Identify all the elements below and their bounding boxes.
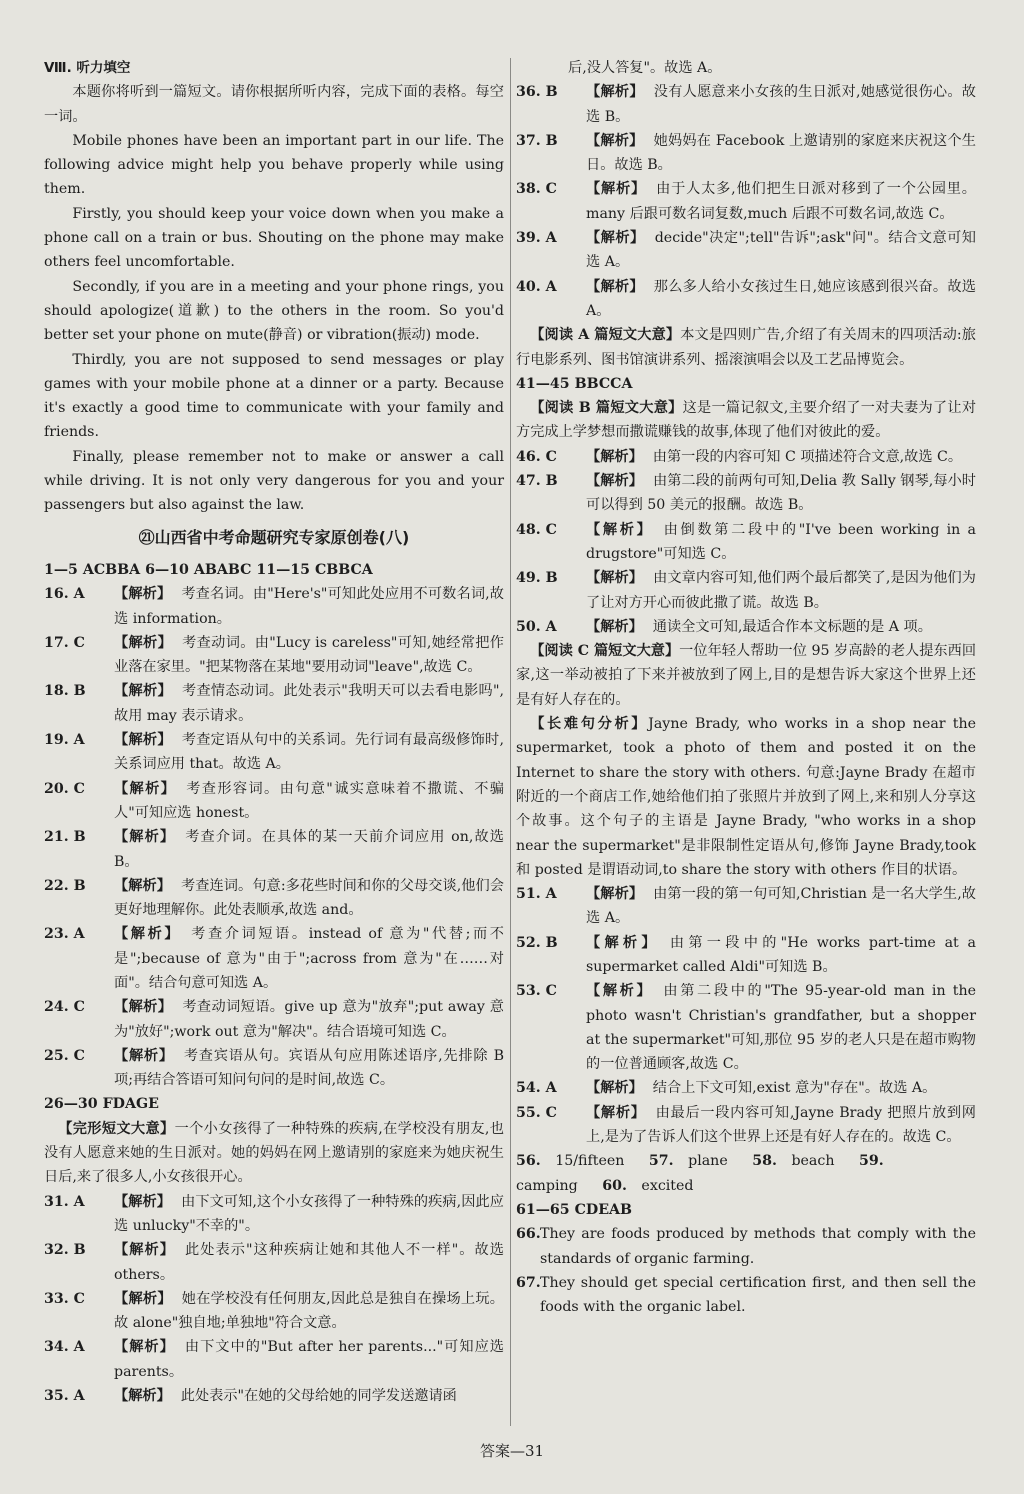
analysis-tag: 【解析】	[586, 278, 644, 295]
analysis-tag: 【解析】	[114, 1242, 175, 1259]
answer-item	[516, 80, 976, 129]
answers-26-30: 26—30 FDAGE	[44, 1096, 159, 1113]
item-number: 25. C	[44, 1047, 85, 1064]
summary-text: 一个小女孩得了一种特殊的疾病,在学校没有朋友,也没有人愿意来她的生日派对。她的妈妈在网上邀请别的家庭来为她庆祝生日后,来了很多人,小女孩很开心。	[44, 1120, 504, 1186]
answer-item	[44, 1238, 504, 1287]
analysis-text: decide"决定";tell"告诉";ask"问"。结合文意可知选 A。	[586, 230, 976, 271]
item-number: 55. C	[516, 1104, 557, 1121]
section-title: ㉑山西省中考命题研究专家原创卷(八)	[138, 527, 410, 547]
item-number: 50. A	[516, 618, 557, 635]
answer-item	[516, 566, 976, 615]
analysis-text: 此处表示"这种疾病让她和其他人不一样"。故选 others。	[114, 1242, 504, 1283]
question-number: 66.	[516, 1226, 541, 1243]
left-column	[44, 56, 504, 1408]
answer-text: They should get special certification first, and then sell the foods with the organic label.	[540, 1274, 976, 1316]
analysis-tag: 【解析】	[114, 829, 176, 846]
analysis-text: 她在学校没有任何朋友,因此总是独自在操场上玩。故 alone"独自地;单独地"符合文意。	[114, 1290, 504, 1332]
fill-answer: excited	[641, 1177, 694, 1194]
analysis-tag: 【解析】	[586, 521, 654, 538]
analysis-tag: 【解析】	[114, 586, 172, 603]
item-number: 34. A	[44, 1339, 85, 1356]
item-number: 36. B	[516, 84, 558, 101]
answer-item	[516, 1076, 976, 1100]
item-number: 48. C	[516, 521, 557, 538]
analysis-tag: 【解析】	[586, 570, 644, 587]
summary-text: 一位年轻人帮助一位 95 岁高龄的老人提东西回家,这一举动被拍了下来并被放到了网上,目的是想告诉大家这个世界上还是有好人存在的。	[516, 643, 977, 708]
item-number: 51. A	[516, 886, 557, 903]
analysis-tag: 【解析】	[586, 230, 645, 247]
answers-61-65: 61—65 CDEAB	[516, 1201, 633, 1218]
item-number: 35. A	[44, 1388, 85, 1405]
item-number: 40. A	[516, 278, 557, 295]
fill-answer: beach	[791, 1153, 835, 1170]
column-divider	[510, 58, 511, 1426]
summary-text: 这是一篇记叙文,主要介绍了一对夫妻为了让对方完成上学梦想而撒谎赚钱的故事,体现了他们对彼此的爱。	[516, 400, 977, 441]
analysis-text: 考查定语从句中的关系词。先行词有最高级修饰时,关系词应用 that。故选 A。	[114, 732, 504, 773]
answer-item	[516, 226, 976, 275]
analysis-tag: 【解析】	[114, 999, 173, 1016]
answer-item	[44, 777, 504, 826]
analysis-text: 结合上下文可知,exist 意为"存在"。故选 A。	[652, 1080, 937, 1097]
analysis-tag: 【解析】	[586, 448, 643, 465]
analysis-text: 考查宾语从句。宾语从句应用陈述语序,先排除 B 项;再结合答语可知问句问的是时间,故选 C。	[114, 1047, 504, 1089]
analysis-tag: 【解析】	[114, 926, 182, 943]
analysis-tag: 【解析】	[114, 634, 173, 651]
item-number: 54. A	[516, 1080, 557, 1097]
item-number: 18. B	[44, 683, 86, 700]
analysis-text: 考查动词短语。give up 意为"放弃";put away 意为"放好";work out 意为"解决"。结合语境可知选 C。	[114, 999, 504, 1040]
answer-text: They are foods produced by methods that comply with the standards of organic farming.	[540, 1226, 976, 1267]
answer-item	[44, 1044, 504, 1093]
analysis-text: 由于人太多,他们把生日派对移到了一个公园里。many 后跟可数名词复数,much 后跟不可数名词,故选 C。	[586, 181, 976, 222]
summary-tag: 【完形短文大意】	[58, 1120, 175, 1137]
analysis-text: 考查情态动词。此处表示"我明天可以去看电影吗",故用 may 表示请求。	[114, 683, 504, 724]
listening-intro: 本题你将听到一篇短文。请你根据所听内容，完成下面的表格。每空一词。	[44, 84, 504, 125]
analysis-tag: 【解析】	[586, 1104, 646, 1121]
item-number: 47. B	[516, 473, 558, 490]
fill-answer: 15/fifteen	[555, 1153, 625, 1170]
item-number: 33. C	[44, 1290, 85, 1307]
analysis-tag: 【解析】	[586, 473, 643, 490]
analysis-text: 由下文中的"But after her parents..."可知应选 parents。	[114, 1339, 504, 1380]
item-number: 37. B	[516, 132, 558, 149]
analysis-text: 由倒数第二段中的"I've been working in a drugstore"可知选 C。	[586, 521, 976, 562]
analysis-text: 由第二段的前两句可知,Delia 教 Sally 钢琴,每小时可以得到 50 美元的报酬。故选 B。	[586, 473, 976, 514]
listening-paragraph: Secondly, if you are in a meeting and your phone rings, you should apologize(道歉) to the others in the room. So you'd better set your phone on mute(静音) or vibration(振动) mode.	[44, 278, 504, 344]
answers-56-60	[516, 1149, 976, 1198]
answer-item	[516, 469, 976, 518]
analysis-text: 考查连词。句意:多花些时间和你的父母交谈,他们会更好地理解你。此处表顺承,故选 and。	[114, 877, 504, 919]
answer-item	[44, 631, 504, 680]
analysis-text: 考查形容词。由句意"诚实意味着不撒谎、不骗人"可知应选 honest。	[114, 780, 504, 821]
analysis-tag: 【解析】	[114, 1047, 174, 1064]
analysis-tag: 【解析】	[586, 618, 643, 635]
analysis-text: 由第一段中的"He works part-time at a supermarket called Aldi"可知选 B。	[586, 934, 976, 975]
item-number: 17. C	[44, 634, 85, 651]
right-column	[516, 56, 976, 1319]
item-number: 24. C	[44, 999, 85, 1016]
analysis-text: Jayne Brady, who works in a shop near the supermarket, took a photo of them and posted it on the Internet to share the story with others. 句意:Jayne Brady 在超市附近的一个商店工作,她给他们拍了张照片并放到了网上,来和别人分享这个故事。这个句子的主语是 Jayne Brady, "who works in a shop near the supermarket"是非限制性定语从句,修饰 Jayne Brady,took 和 posted 是谓语动词,to share the story with others 作目的状语。	[516, 716, 976, 878]
answer-66	[516, 1222, 976, 1271]
summary-tag: 【阅读 B 篇短文大意】	[530, 400, 683, 417]
analysis-text: 那么多人给小女孩过生日,她应该感到很兴奋。故选 A。	[586, 278, 976, 319]
fill-number: 56.	[516, 1153, 541, 1170]
answer-67	[516, 1271, 976, 1320]
analysis-tag: 【解析】	[114, 1388, 171, 1405]
page-number: 答案—31	[479, 1442, 545, 1460]
analysis-text: 通读全文可知,最适合作本文标题的是 A 项。	[652, 618, 932, 635]
analysis-tag: 【解析】	[114, 1339, 175, 1356]
analysis-tag: 【解析】	[114, 877, 172, 894]
analysis-text: 没有人愿意来小女孩的生日派对,她感觉很伤心。故选 B。	[586, 84, 976, 125]
answer-item	[516, 979, 976, 1076]
analysis-text: 由下文可知,这个小女孩得了一种特殊的疾病,因此应选 unlucky"不幸的"。	[114, 1193, 504, 1234]
listening-paragraph: Mobile phones have been an important part in our life. The following advice might help you behave properly while using them.	[44, 132, 504, 198]
reading-c-summary	[516, 639, 976, 712]
analysis-tag: 【解析】	[586, 181, 647, 198]
item-number: 21. B	[44, 829, 86, 846]
analysis-text: 此处表示"在她的父母给她的同学发送邀请函	[180, 1388, 457, 1405]
analysis-tag: 【解析】	[586, 983, 654, 1000]
summary-tag: 【阅读 A 篇短文大意】	[530, 327, 681, 344]
listening-heading: Ⅷ. 听力填空	[44, 60, 131, 76]
analysis-text: 由文章内容可知,他们两个最后都笑了,是因为他们为了让对方开心而彼此撒了谎。故选 B。	[586, 570, 976, 611]
item-number: 16. A	[44, 586, 85, 603]
answer-item	[44, 1287, 504, 1336]
summary-text: 本文是四则广告,介绍了有关周末的四项活动:旅行电影系列、图书馆演讲系列、摇滚演唱会以及工艺品博览会。	[516, 327, 976, 368]
item-number: 39. A	[516, 230, 557, 247]
item-number: 52. B	[516, 934, 558, 951]
item-number: 32. B	[44, 1242, 86, 1259]
answers-1-15: 1—5 ACBBA 6—10 ABABC 11—15 CBBCA	[44, 561, 373, 578]
analysis-tag: 【解析】	[586, 132, 644, 149]
analysis-tag: 【解析】	[114, 683, 172, 700]
item-number: 19. A	[44, 732, 85, 749]
item-number: 49. B	[516, 570, 558, 587]
analysis-tag: 【解析】	[586, 934, 660, 951]
fill-number: 58.	[752, 1153, 777, 1170]
fill-number: 57.	[648, 1153, 674, 1170]
answer-item	[44, 995, 504, 1044]
listening-paragraph: Finally, please remember not to make or answer a call while driving. It is not only very dangerous for you and your passengers but also against the law.	[44, 448, 504, 514]
analysis-tag: 【解析】	[114, 732, 172, 749]
question-number: 67.	[516, 1274, 541, 1291]
answer-item	[516, 615, 976, 639]
answer-item	[516, 177, 976, 226]
item-number: 31. A	[44, 1193, 85, 1210]
answer-item	[516, 518, 976, 567]
analysis-text: 由第一段的第一句可知,Christian 是一名大学生,故选 A。	[586, 886, 976, 927]
reading-a-summary	[516, 323, 976, 372]
item-number: 23. A	[44, 926, 85, 943]
analysis-text: 考查介词。在具体的某一天前介词应用 on,故选 B。	[114, 829, 504, 870]
item-number: 46. C	[516, 448, 557, 465]
analysis-text: 考查介词短语。instead of 意为"代替;而不是";because of 意为"由于";across from 意为"在……对面"。结合句意可知选 A。	[114, 926, 504, 991]
analysis-tag: 【解析】	[114, 1290, 172, 1307]
fill-answer: plane	[688, 1153, 728, 1170]
answer-item	[516, 129, 976, 178]
analysis-tag: 【解析】	[586, 84, 644, 101]
answer-item	[44, 1190, 504, 1239]
analysis-tag: 【长难句分析】	[530, 716, 649, 733]
answer-item	[516, 1101, 976, 1150]
item-number: 53. C	[516, 983, 557, 1000]
answer-item	[516, 275, 976, 324]
fill-number: 60.	[602, 1177, 627, 1194]
listening-paragraph: Firstly, you should keep your voice down when you make a phone call on a train or bus. Shouting on the phone may make others feel uncomfortable.	[44, 205, 504, 271]
reading-b-summary	[516, 396, 976, 445]
cloze-summary	[44, 1117, 504, 1190]
analysis-tag: 【解析】	[114, 780, 177, 797]
answer-item	[44, 728, 504, 777]
answer-item	[44, 825, 504, 874]
item-number: 22. B	[44, 877, 86, 894]
listening-paragraph: Thirdly, you are not supposed to send messages or play games with your mobile phone at a dinner or a party. Because it's exactly a good time to communicate with your family and friends.	[44, 351, 504, 441]
answer-item	[516, 445, 976, 469]
answer-item	[44, 874, 504, 923]
analysis-text: 由第一段的内容可知 C 项描述符合文意,故选 C。	[652, 448, 963, 465]
answer-item	[44, 582, 504, 631]
answer-item	[44, 1384, 504, 1408]
fill-number: 59.	[859, 1153, 884, 1170]
long-sentence-analysis	[516, 712, 976, 882]
answer-item	[44, 922, 504, 995]
item-35-continued: 后,没人答复"。故选 A。	[568, 60, 722, 76]
answers-41-45: 41—45 BBCCA	[516, 375, 633, 392]
analysis-tag: 【解析】	[586, 886, 644, 903]
item-number: 38. C	[516, 181, 557, 198]
analysis-text: 考查动词。由"Lucy is careless"可知,她经常把作业落在家里。"把某物落在某地"要用动词"leave",故选 C。	[114, 634, 504, 676]
analysis-text: 由最后一段内容可知,Jayne Brady 把照片放到网上,是为了告诉人们这个世界上还是有好人存在的。故选 C。	[586, 1104, 976, 1146]
answer-item	[44, 1335, 504, 1384]
answer-item	[516, 882, 976, 931]
answer-item	[44, 679, 504, 728]
fill-answer: camping	[516, 1177, 578, 1194]
answer-item	[516, 931, 976, 980]
item-number: 20. C	[44, 780, 85, 797]
analysis-tag: 【解析】	[586, 1080, 643, 1097]
analysis-tag: 【解析】	[114, 1193, 172, 1210]
analysis-text: 由第二段中的"The 95-year-old man in the photo wasn't Christian's grandfather, but a shopper at the supermarket"可知,那位 95 岁的老人只是在超市购物的一位普通顾客,故选 C。	[586, 983, 976, 1073]
analysis-text: 考查名词。由"Here's"可知此处应用不可数名词,故选 information。	[114, 586, 504, 627]
summary-tag: 【阅读 C 篇短文大意】	[530, 643, 680, 660]
analysis-text: 她妈妈在 Facebook 上邀请别的家庭来庆祝这个生日。故选 B。	[586, 132, 976, 174]
